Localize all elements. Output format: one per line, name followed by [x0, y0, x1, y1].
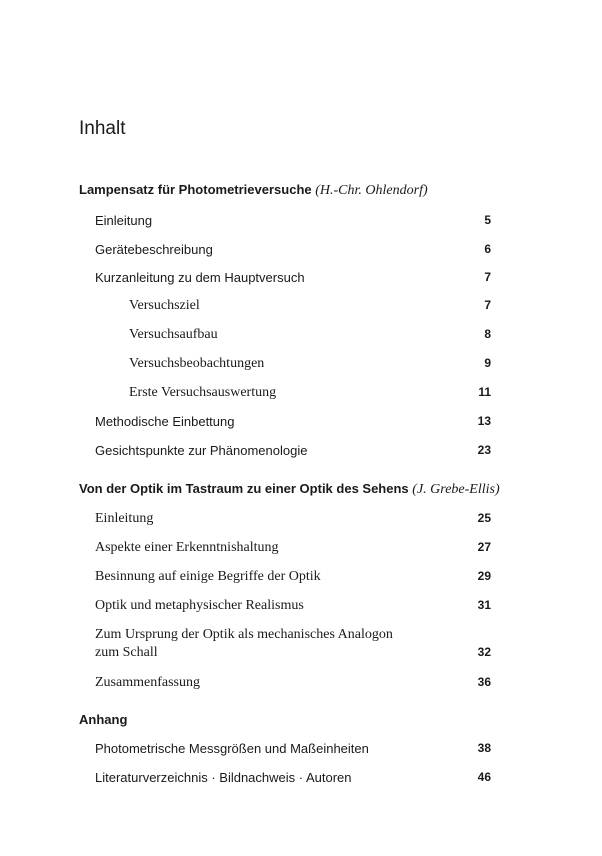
- section-heading-label: Lampensatz für Photometrieversuche (H.-Chr. Ohlendorf): [79, 182, 428, 198]
- toc-entry-label: Versuchsaufbau: [129, 327, 218, 342]
- toc-subentry[interactable]: [0, 326, 602, 346]
- toc-entry-page: 9: [484, 356, 491, 370]
- toc-entry[interactable]: [0, 442, 602, 462]
- toc-entry[interactable]: [0, 269, 602, 289]
- toc-entry[interactable]: [0, 413, 602, 433]
- toc-entry[interactable]: [0, 241, 602, 261]
- section-heading-photometrie[interactable]: [0, 181, 602, 201]
- toc-entry-label: Methodische Einbettung: [95, 414, 235, 429]
- section-heading-label: Von der Optik im Tastraum zu einer Optik des Sehens (J. Grebe-Ellis): [79, 481, 500, 497]
- toc-entry-page: 25: [477, 511, 491, 525]
- toc-entry-page: 8: [484, 327, 491, 341]
- toc-entry[interactable]: [0, 626, 602, 646]
- toc-entry[interactable]: [0, 597, 602, 617]
- toc-entry-page: 32: [477, 645, 491, 659]
- section-heading-optik[interactable]: [0, 480, 602, 500]
- toc-entry[interactable]: [0, 769, 602, 789]
- toc-entry-label: Literaturverzeichnis · Bildnachweis · Autoren: [95, 770, 352, 785]
- toc-entry[interactable]: [0, 539, 602, 559]
- toc-entry[interactable]: [0, 674, 602, 694]
- toc-entry-page: 7: [484, 298, 491, 312]
- toc-subentry[interactable]: [0, 355, 602, 375]
- toc-entry[interactable]: [0, 212, 602, 232]
- toc-entry-page: 46: [477, 770, 491, 784]
- toc-entry-page: 31: [477, 598, 491, 612]
- section-author: (H.-Chr. Ohlendorf): [315, 183, 428, 198]
- toc-subentry[interactable]: [0, 384, 602, 404]
- toc-entry-label: Versuchsbeobachtungen: [129, 356, 265, 371]
- section-author: (J. Grebe-Ellis): [412, 482, 500, 497]
- toc-entry-label: Aspekte einer Erkenntnishaltung: [95, 540, 279, 555]
- toc-entry-label: Gesichtspunkte zur Phänomenologie: [95, 443, 308, 458]
- toc-entry-page: 7: [484, 270, 491, 284]
- toc-entry-label: Einleitung: [95, 213, 153, 228]
- toc-entry-continuation[interactable]: [0, 644, 602, 664]
- toc-entry[interactable]: [0, 568, 602, 588]
- toc-entry[interactable]: [0, 740, 602, 760]
- toc-entry-page: 13: [477, 414, 491, 428]
- toc-entry-page: 11: [478, 385, 491, 399]
- toc-entry-label: Kurzanleitung zu dem Hauptversuch: [95, 270, 305, 285]
- toc-entry-page: 5: [484, 213, 491, 227]
- toc-entry-label: Besinnung auf einige Begriffe der Optik: [95, 569, 321, 584]
- toc-subentry[interactable]: [0, 297, 602, 317]
- toc-entry-label: Erste Versuchsauswertung: [129, 385, 277, 400]
- toc-entry-label: Gerätebeschreibung: [95, 242, 213, 257]
- toc-entry-label: Einleitung: [95, 511, 154, 526]
- page-title: Inhalt: [79, 118, 126, 139]
- toc-entry-page: 6: [484, 242, 491, 256]
- toc-entry-page: 23: [477, 443, 491, 457]
- toc-entry-label: Zusammenfassung: [95, 675, 200, 690]
- toc-entry-page: 36: [477, 675, 491, 689]
- toc-entry-page: 27: [477, 540, 491, 554]
- section-heading-anhang[interactable]: [0, 711, 602, 731]
- toc-entry-label: Versuchsziel: [129, 298, 200, 313]
- toc-entry-label-continued: zum Schall: [95, 645, 158, 660]
- toc-entry-page: 38: [477, 741, 491, 755]
- toc-entry-label: Optik und metaphysischer Realismus: [95, 598, 304, 613]
- toc-entry-page: 29: [477, 569, 491, 583]
- toc-entry[interactable]: [0, 510, 602, 530]
- toc-entry-label: Zum Ursprung der Optik als mechanisches Analogon: [95, 627, 393, 642]
- toc-entry-label: Photometrische Messgrößen und Maßeinheiten: [95, 741, 369, 756]
- section-heading-label: Anhang: [79, 712, 128, 727]
